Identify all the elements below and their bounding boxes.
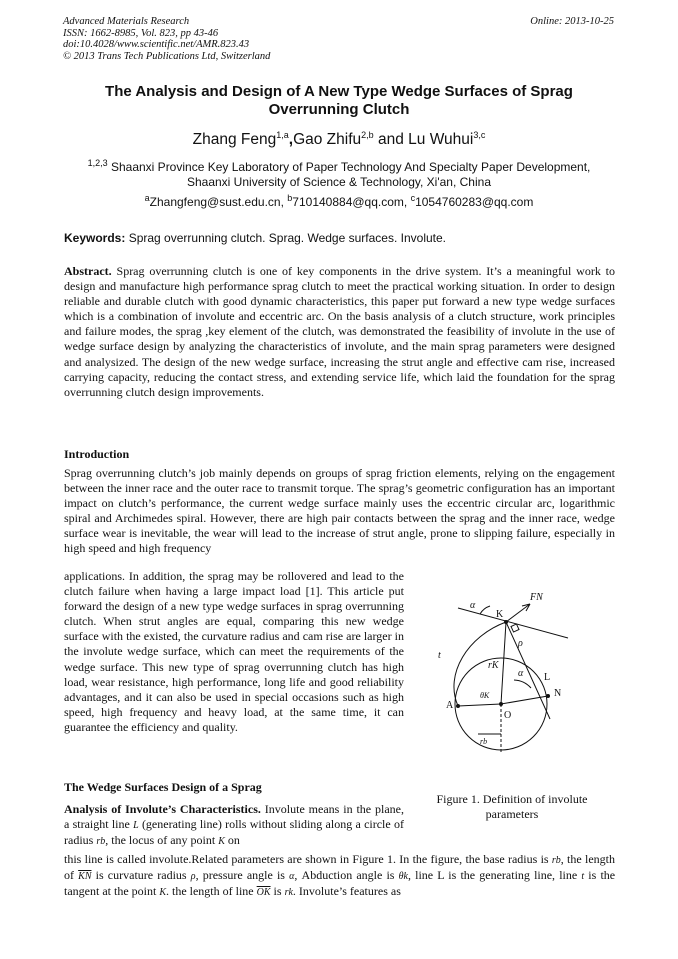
s2-text-3: , the locus of any point: [105, 833, 216, 848]
section2-sublabel: Analysis of Involute’s Characteristics.: [64, 802, 261, 816]
author-3: Lu Wuhui: [408, 131, 474, 149]
author-3-sup: 3,c: [473, 130, 486, 140]
author-2: Gao Zhifu: [293, 131, 362, 149]
section2-para-full: [64, 852, 615, 900]
var-alpha: α: [289, 871, 295, 883]
point-K: [504, 620, 508, 624]
issn: ISSN: 1662-8985, Vol. 823, pp 43-46: [63, 27, 219, 39]
emails: [0, 193, 678, 209]
journal-name: Advanced Materials Research: [63, 16, 190, 27]
tangent-t: [458, 608, 568, 638]
var-L: L: [133, 820, 139, 832]
email-c: 1054760283@qq.com: [415, 195, 534, 209]
keywords-label: Keywords:: [64, 231, 126, 245]
force-arrow: [506, 604, 530, 622]
s2-full-3: is curvature radius: [95, 868, 187, 883]
figure-1-caption: Figure 1. Definition of involute parameters: [436, 792, 588, 821]
line-OK: [501, 622, 506, 704]
var-theta: θk: [398, 871, 408, 883]
author-line: [0, 130, 678, 149]
point-O: [499, 702, 503, 706]
line-L: [506, 622, 550, 719]
author-2-sup: 2,b: [361, 130, 374, 140]
label-alpha-center: α: [518, 668, 524, 679]
s2-full-1: this line is called involute.Related parameters are shown in Figure 1. In the figure, the base radius is: [64, 852, 549, 866]
journal-header: [63, 16, 270, 62]
paper-title: The Analysis and Design of A New Type Wedge Surfaces of Sprag Overrunning Clutch: [105, 83, 573, 118]
label-theta: θK: [480, 691, 490, 700]
var-rho: ρ: [190, 871, 196, 883]
point-A: [456, 704, 460, 708]
s2-text-4: on: [227, 833, 240, 848]
email-b: 710140884@qq.com,: [292, 195, 408, 209]
var-rk: rk: [284, 887, 293, 899]
abstract: [64, 264, 615, 400]
intro-para-full: Sprag overrunning clutch’s job mainly depends on groups of sprag friction elements, relying on the engagement between the inner race and the outer race to transmit torque. The sprag’s geometric configuration has an important impact on clutch’s performance, the current wedge surface mainly uses the eccentric circular arc, logarithmic spiral and Archimedes spiral. However, there are high pair contacts between the sprag and the inner race, wedge surface wear is inevitable, the wear will lead to the increase of strut angle, prone to slipping failure, especially in high speed and high frequency: [64, 466, 615, 556]
label-N: N: [554, 688, 562, 699]
point-N: [546, 694, 550, 698]
author-and: and: [377, 131, 404, 149]
label-FN: FN: [530, 592, 543, 603]
s2-full-7: generating line, line: [479, 868, 578, 883]
affil-line-1: Shaanxi Province Key Laboratory of Paper Technology And Specialty Paper Development,: [110, 160, 591, 174]
var-rb-2: rb: [551, 855, 561, 866]
abstract-label: Abstract.: [64, 264, 112, 278]
intro-para-narrow: applications. In addition, the sprag may be rollovered and lead to the clutch failure when having a large impact load [1]. This article put forward the design of a new type wedge surfaces in sprag overrunning clutch. When strut angles are equal, comparing this new wedge surface with the existed, the curvature radius and cam rise are larger in the involute wedge surface, which can meet the requirements of the wedge surface. This new type of sprag overrunning clutch has high load, wear resistance, high performance, long life and good reliability advantages, and it can also be used in special occasions such as high speed, high frequency and heavy load, at the same time, it can guarantee the efficiency and quality.: [64, 569, 404, 734]
s2-full-2: , the length of: [64, 852, 615, 883]
doi: doi:10.4028/www.scientific.net/AMR.823.43: [63, 39, 250, 50]
label-rb: rb: [480, 737, 488, 746]
radius-lines: [458, 696, 548, 706]
var-K-2: K: [159, 887, 166, 899]
section2-para-narrow: [64, 802, 404, 849]
s2-full-6: , line L is the: [408, 868, 476, 883]
label-rho: ρ: [518, 638, 523, 649]
label-alpha-top: α: [470, 600, 476, 611]
s2-full-4: , pressure angle is: [195, 868, 285, 883]
author-sep: ,: [288, 131, 294, 149]
copyright: © 2013 Trans Tech Publications Ltd, Switzerland: [63, 50, 271, 62]
section2-heading: The Wedge Surfaces Design of a Sprag: [64, 780, 262, 794]
var-rb: rb: [96, 836, 106, 848]
s2-full-5: , Abduction angle is: [294, 868, 395, 883]
keywords-text: Sprag overrunning clutch. Sprag. Wedge surfaces. Involute.: [128, 231, 446, 245]
right-angle-mark: [511, 624, 519, 632]
s2-full-8: is the tangent at the point: [64, 868, 616, 899]
s2-full-9: . the length of line: [165, 884, 254, 899]
intro-heading: Introduction: [64, 447, 130, 461]
label-K: K: [496, 609, 504, 620]
var-OK: $\overline{OK}$: [256, 887, 271, 899]
label-A: A: [446, 700, 454, 711]
s2-text-2: (generating line) rolls without sliding along a circle of radius: [64, 817, 404, 848]
email-b-sup: b: [287, 193, 293, 203]
var-K: K: [218, 836, 225, 848]
var-t: t: [581, 871, 585, 883]
label-rK: rK: [488, 660, 499, 671]
s2-full-11: . Involute’s features as: [292, 884, 401, 899]
email-a-sup: a: [144, 193, 150, 203]
label-L: L: [544, 672, 551, 683]
email-a: Zhangfeng@sust.edu.cn,: [149, 195, 284, 209]
affil-sup: 1,2,3: [87, 158, 108, 168]
s2-full-10: is: [273, 884, 282, 899]
alpha-arc-center: [514, 680, 531, 688]
label-t: t: [438, 650, 441, 661]
affiliation: [60, 156, 618, 190]
keywords: [64, 231, 614, 245]
abstract-text: Sprag overrunning clutch is one of key components in the drive system. It’s a meaningful work to design and manufacture high performance sprag clutch to meet the practical working situation. In order to design reliable and durable clutch with good dynamic characteristics, this paper put forward a new type wedge surfaces which is a combination of involute and eccentric arc. On the basis analysis of a clutch structure, work principles and failure modes, the sprag ,key element of the clutch, was demonstrated the feasibility of involute in the use of wedge surface design by analyzing the characteristics of involute, and the main sprag parameters were designed and analysized. The design of the new wedge surface, increasing the strut angle and effective cam rise, increased carrying capacity, reducing the contact stress, and extending service life, which laid the foundation for the sprag overrunning clutch design improvements.: [64, 264, 616, 399]
var-KN: $\overline{KN}$: [78, 871, 92, 883]
s2-text-1: Involute means in the plane, a straight line: [64, 802, 404, 832]
figure-1-involute-diagram: [418, 584, 598, 784]
online-date: Online: 2013-10-25: [530, 16, 614, 27]
author-1: Zhang Feng: [192, 131, 277, 149]
affil-line-2: Shaanxi University of Science & Technology, Xi'an, China: [186, 175, 491, 189]
author-1-sup: 1,a: [276, 130, 289, 140]
email-c-sup: c: [410, 193, 416, 203]
alpha-arc-top: [480, 606, 490, 614]
label-O: O: [504, 710, 512, 721]
